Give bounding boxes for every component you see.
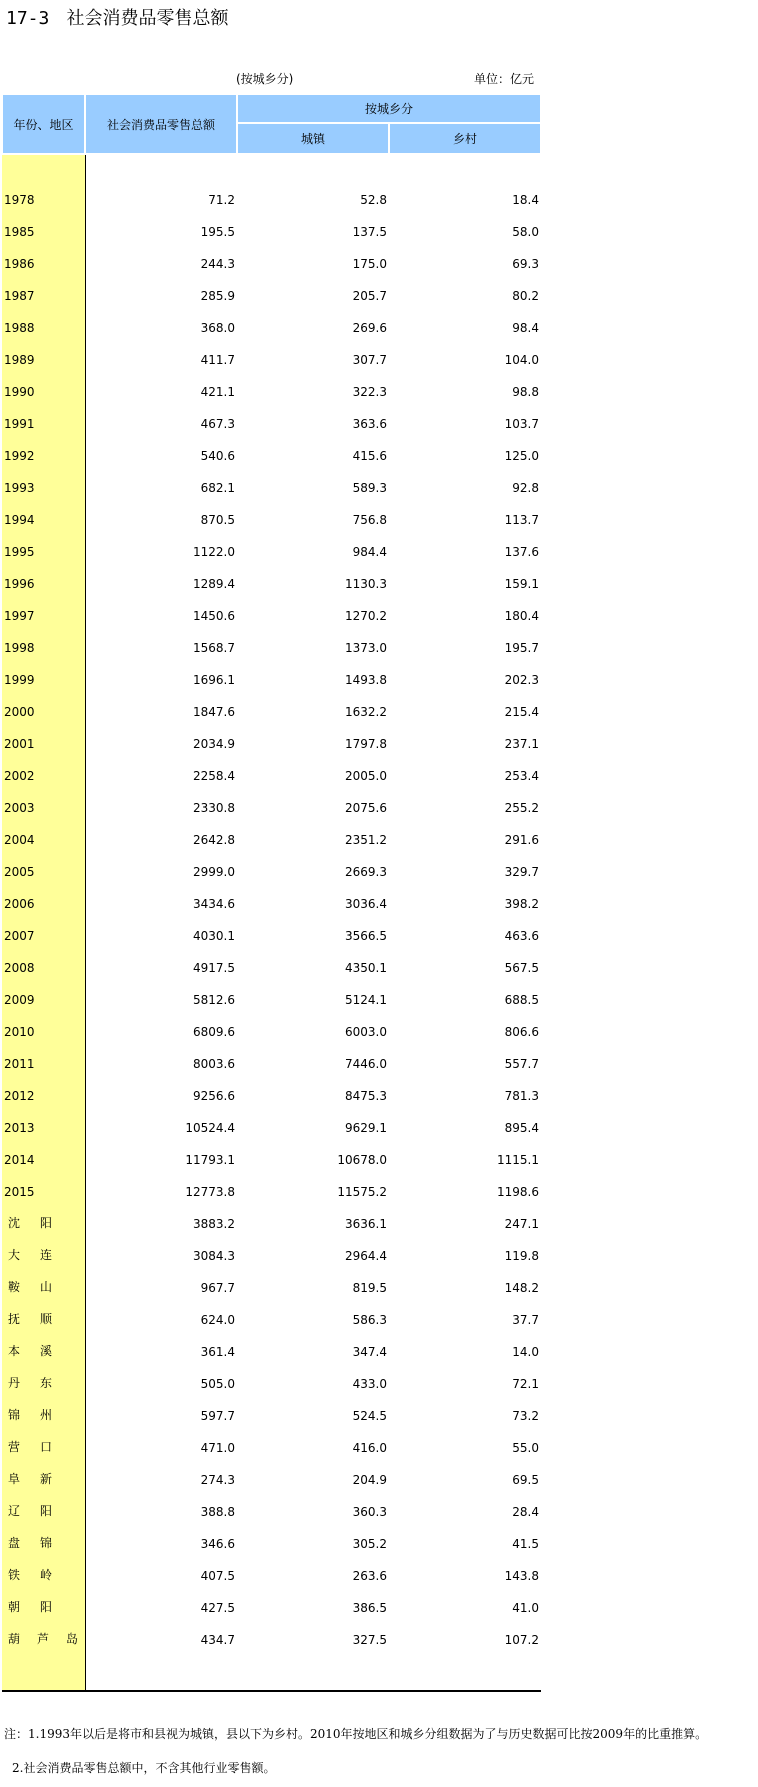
cell-total: 346.6: [200, 1537, 235, 1551]
table-row: [0, 413, 541, 445]
table-row: [0, 381, 541, 413]
table-row: [0, 765, 541, 797]
row-label: 朝 阳: [8, 1600, 52, 1614]
cell-total: 407.5: [200, 1569, 235, 1583]
cell-rural: 195.7: [504, 641, 539, 655]
cell-urban: 2075.6: [345, 801, 387, 815]
table-row: [0, 1341, 541, 1373]
cell-rural: 1198.6: [497, 1185, 539, 1199]
cell-total: 1696.1: [193, 673, 235, 687]
row-label: 2003: [4, 801, 35, 815]
table-row: [0, 669, 541, 701]
table-row: [0, 221, 541, 253]
row-label: 辽 阳: [8, 1504, 52, 1518]
cell-total: 368.0: [200, 321, 235, 335]
row-label: 2002: [4, 769, 35, 783]
table-row: [0, 509, 541, 541]
footnote-2: 2.社会消费品零售总额中，不含其他行业零售额。: [12, 1761, 276, 1775]
row-label: 1999: [4, 673, 35, 687]
cell-total: 71.2: [208, 193, 235, 207]
cell-rural: 92.8: [512, 481, 539, 495]
table-row: [0, 637, 541, 669]
cell-total: 3084.3: [193, 1249, 235, 1263]
row-label: 2010: [4, 1025, 35, 1039]
cell-urban: 2964.4: [345, 1249, 387, 1263]
cell-total: 2258.4: [193, 769, 235, 783]
table-row: [0, 541, 541, 573]
table-row: [0, 1469, 541, 1501]
header-rural: 乡村: [389, 123, 541, 154]
cell-rural: 255.2: [504, 801, 539, 815]
cell-rural: 98.4: [512, 321, 539, 335]
cell-total: 1122.0: [193, 545, 235, 559]
table-row: [0, 349, 541, 381]
table-row: [0, 861, 541, 893]
cell-total: 2034.9: [193, 737, 235, 751]
table-row: [0, 285, 541, 317]
cell-rural: 41.5: [512, 1537, 539, 1551]
row-label: 1986: [4, 257, 35, 271]
row-label: 锦 州: [8, 1408, 52, 1422]
cell-total: 870.5: [200, 513, 235, 527]
cell-rural: 159.1: [504, 577, 539, 591]
cell-rural: 125.0: [504, 449, 539, 463]
cell-total: 2999.0: [193, 865, 235, 879]
cell-rural: 55.0: [512, 1441, 539, 1455]
table-row: [0, 1117, 541, 1149]
cell-urban: 2669.3: [345, 865, 387, 879]
table-row: [0, 253, 541, 285]
row-label: 2013: [4, 1121, 35, 1135]
cell-rural: 180.4: [504, 609, 539, 623]
row-label: 2014: [4, 1153, 35, 1167]
cell-total: 8003.6: [193, 1057, 235, 1071]
cell-total: 285.9: [200, 289, 235, 303]
cell-urban: 10678.0: [337, 1153, 387, 1167]
row-label: 1991: [4, 417, 35, 431]
table-row: [0, 1565, 541, 1597]
row-label: 盘 锦: [8, 1536, 52, 1550]
table-row: [0, 1437, 541, 1469]
cell-rural: 463.6: [504, 929, 539, 943]
cell-rural: 895.4: [504, 1121, 539, 1135]
row-label: 1987: [4, 289, 35, 303]
cell-total: 3434.6: [193, 897, 235, 911]
table-row: [0, 1533, 541, 1565]
cell-urban: 263.6: [352, 1569, 387, 1583]
header-by-urban-rural: 按城乡分: [237, 94, 541, 123]
row-label: 本 溪: [8, 1344, 52, 1358]
cell-rural: 291.6: [504, 833, 539, 847]
table-row: [0, 573, 541, 605]
table-row: [0, 701, 541, 733]
cell-rural: 69.3: [512, 257, 539, 271]
row-label: 2006: [4, 897, 35, 911]
row-label: 2005: [4, 865, 35, 879]
cell-urban: 363.6: [352, 417, 387, 431]
cell-rural: 247.1: [504, 1217, 539, 1231]
footnote-1: 注：1.1993年以后是将市和县视为城镇，县以下为乡村。2010年按地区和城乡分组数据为了与历史数据可比按2009年的比重推算。: [4, 1727, 708, 1741]
cell-urban: 4350.1: [345, 961, 387, 975]
cell-total: 244.3: [200, 257, 235, 271]
cell-rural: 253.4: [504, 769, 539, 783]
table-row: [0, 1245, 541, 1277]
cell-rural: 143.8: [504, 1569, 539, 1583]
row-label: 葫 芦 岛: [8, 1632, 78, 1646]
cell-rural: 567.5: [504, 961, 539, 975]
table-row: [0, 1373, 541, 1405]
row-label: 2000: [4, 705, 35, 719]
cell-urban: 1797.8: [345, 737, 387, 751]
table-row: [0, 1181, 541, 1213]
cell-urban: 416.0: [352, 1441, 387, 1455]
cell-total: 624.0: [200, 1313, 235, 1327]
cell-urban: 205.7: [352, 289, 387, 303]
cell-rural: 237.1: [504, 737, 539, 751]
cell-urban: 52.8: [360, 193, 387, 207]
cell-urban: 524.5: [352, 1409, 387, 1423]
unit-label: 单位：亿元: [474, 72, 535, 86]
cell-urban: 1493.8: [345, 673, 387, 687]
cell-rural: 329.7: [504, 865, 539, 879]
cell-rural: 148.2: [504, 1281, 539, 1295]
cell-rural: 107.2: [504, 1633, 539, 1647]
cell-total: 4030.1: [193, 929, 235, 943]
row-label: 1989: [4, 353, 35, 367]
table-row: [0, 957, 541, 989]
table-row: [0, 1629, 541, 1661]
row-label: 营 口: [8, 1440, 52, 1454]
cell-rural: 806.6: [504, 1025, 539, 1039]
row-label: 丹 东: [8, 1376, 52, 1390]
cell-rural: 215.4: [504, 705, 539, 719]
table-row: [0, 445, 541, 477]
cell-total: 4917.5: [193, 961, 235, 975]
cell-urban: 1130.3: [345, 577, 387, 591]
cell-urban: 3566.5: [345, 929, 387, 943]
cell-rural: 18.4: [512, 193, 539, 207]
cell-rural: 119.8: [504, 1249, 539, 1263]
cell-urban: 1373.0: [345, 641, 387, 655]
row-label: 1992: [4, 449, 35, 463]
cell-urban: 756.8: [352, 513, 387, 527]
cell-total: 9256.6: [193, 1089, 235, 1103]
table-row: [0, 189, 541, 221]
cell-total: 195.5: [200, 225, 235, 239]
cell-rural: 69.5: [512, 1473, 539, 1487]
cell-rural: 557.7: [504, 1057, 539, 1071]
cell-rural: 104.0: [504, 353, 539, 367]
cell-total: 1450.6: [193, 609, 235, 623]
cell-total: 2642.8: [193, 833, 235, 847]
cell-rural: 103.7: [504, 417, 539, 431]
cell-urban: 8475.3: [345, 1089, 387, 1103]
cell-rural: 72.1: [512, 1377, 539, 1391]
row-label: 1978: [4, 193, 35, 207]
cell-rural: 202.3: [504, 673, 539, 687]
row-label: 2008: [4, 961, 35, 975]
row-label: 阜 新: [8, 1472, 52, 1486]
cell-rural: 28.4: [512, 1505, 539, 1519]
cell-urban: 5124.1: [345, 993, 387, 1007]
cell-total: 434.7: [200, 1633, 235, 1647]
header-urban: 城镇: [237, 123, 389, 154]
table-row: [0, 1053, 541, 1085]
row-label: 抚 顺: [8, 1312, 52, 1326]
cell-urban: 307.7: [352, 353, 387, 367]
row-label: 鞍 山: [8, 1280, 52, 1294]
cell-urban: 3036.4: [345, 897, 387, 911]
table-row: [0, 925, 541, 957]
cell-urban: 586.3: [352, 1313, 387, 1327]
cell-urban: 415.6: [352, 449, 387, 463]
cell-urban: 1632.2: [345, 705, 387, 719]
cell-urban: 386.5: [352, 1601, 387, 1615]
table-row: [0, 733, 541, 765]
cell-urban: 984.4: [352, 545, 387, 559]
cell-rural: 73.2: [512, 1409, 539, 1423]
table-row: [0, 893, 541, 925]
cell-total: 5812.6: [193, 993, 235, 1007]
cell-total: 682.1: [200, 481, 235, 495]
cell-total: 411.7: [200, 353, 235, 367]
cell-rural: 113.7: [504, 513, 539, 527]
table-row: [0, 1309, 541, 1341]
table-row: [0, 1405, 541, 1437]
row-label: 1995: [4, 545, 35, 559]
row-label: 2012: [4, 1089, 35, 1103]
cell-rural: 781.3: [504, 1089, 539, 1103]
cell-urban: 2351.2: [345, 833, 387, 847]
cell-urban: 589.3: [352, 481, 387, 495]
row-label: 2004: [4, 833, 35, 847]
cell-urban: 3636.1: [345, 1217, 387, 1231]
cell-total: 540.6: [200, 449, 235, 463]
row-label: 1997: [4, 609, 35, 623]
cell-total: 967.7: [200, 1281, 235, 1295]
cell-total: 1847.6: [193, 705, 235, 719]
row-label: 2015: [4, 1185, 35, 1199]
table-row: [0, 1501, 541, 1533]
cell-urban: 175.0: [352, 257, 387, 271]
cell-rural: 98.8: [512, 385, 539, 399]
row-label: 1996: [4, 577, 35, 591]
cell-total: 11793.1: [185, 1153, 235, 1167]
cell-urban: 7446.0: [345, 1057, 387, 1071]
cell-rural: 58.0: [512, 225, 539, 239]
cell-total: 6809.6: [193, 1025, 235, 1039]
row-label: 2001: [4, 737, 35, 751]
table-number: 17-3: [6, 8, 50, 29]
table-row: [0, 797, 541, 829]
table-row: [0, 1085, 541, 1117]
table-row: [0, 1277, 541, 1309]
row-label: 2007: [4, 929, 35, 943]
data-table: [0, 94, 541, 1692]
cell-total: 12773.8: [185, 1185, 235, 1199]
table-row: [0, 829, 541, 861]
cell-urban: 11575.2: [337, 1185, 387, 1199]
cell-urban: 360.3: [352, 1505, 387, 1519]
header-total: 社会消费品零售总额: [85, 94, 237, 154]
row-label: 大 连: [8, 1248, 52, 1262]
cell-rural: 14.0: [512, 1345, 539, 1359]
cell-total: 467.3: [200, 417, 235, 431]
table-row: [0, 1213, 541, 1245]
cell-urban: 322.3: [352, 385, 387, 399]
cell-rural: 688.5: [504, 993, 539, 1007]
table-subtitle: (按城乡分): [236, 72, 294, 86]
cell-urban: 6003.0: [345, 1025, 387, 1039]
cell-urban: 269.6: [352, 321, 387, 335]
table-title: 社会消费品零售总额: [66, 8, 229, 29]
cell-urban: 204.9: [352, 1473, 387, 1487]
cell-total: 2330.8: [193, 801, 235, 815]
row-label: 1998: [4, 641, 35, 655]
cell-urban: 327.5: [352, 1633, 387, 1647]
cell-rural: 398.2: [504, 897, 539, 911]
cell-urban: 2005.0: [345, 769, 387, 783]
row-label: 1994: [4, 513, 35, 527]
row-label: 1993: [4, 481, 35, 495]
cell-total: 597.7: [200, 1409, 235, 1423]
table-body: [0, 189, 541, 1661]
cell-urban: 305.2: [352, 1537, 387, 1551]
cell-rural: 37.7: [512, 1313, 539, 1327]
header-year-region: 年份、地区: [2, 94, 85, 154]
table-row: [0, 605, 541, 637]
cell-total: 361.4: [200, 1345, 235, 1359]
table-row: [0, 317, 541, 349]
cell-rural: 41.0: [512, 1601, 539, 1615]
table-row: [0, 1597, 541, 1629]
cell-urban: 9629.1: [345, 1121, 387, 1135]
cell-total: 388.8: [200, 1505, 235, 1519]
row-label: 1985: [4, 225, 35, 239]
row-label: 1990: [4, 385, 35, 399]
cell-urban: 1270.2: [345, 609, 387, 623]
page-title: [6, 7, 229, 31]
cell-rural: 80.2: [512, 289, 539, 303]
cell-total: 10524.4: [185, 1121, 235, 1135]
row-label: 沈 阳: [8, 1216, 52, 1230]
cell-urban: 433.0: [352, 1377, 387, 1391]
cell-urban: 819.5: [352, 1281, 387, 1295]
cell-urban: 347.4: [352, 1345, 387, 1359]
table-row: [0, 477, 541, 509]
cell-total: 274.3: [200, 1473, 235, 1487]
table-row: [0, 1149, 541, 1181]
cell-total: 505.0: [200, 1377, 235, 1391]
row-label: 2011: [4, 1057, 35, 1071]
cell-total: 1568.7: [193, 641, 235, 655]
cell-total: 427.5: [200, 1601, 235, 1615]
row-label: 铁 岭: [8, 1568, 52, 1582]
table-bottom-rule: [2, 1690, 541, 1692]
cell-total: 3883.2: [193, 1217, 235, 1231]
cell-total: 471.0: [200, 1441, 235, 1455]
cell-rural: 137.6: [504, 545, 539, 559]
cell-total: 421.1: [200, 385, 235, 399]
cell-urban: 137.5: [352, 225, 387, 239]
cell-rural: 1115.1: [497, 1153, 539, 1167]
row-label: 1988: [4, 321, 35, 335]
table-row: [0, 1021, 541, 1053]
cell-total: 1289.4: [193, 577, 235, 591]
row-label: 2009: [4, 993, 35, 1007]
table-row: [0, 989, 541, 1021]
